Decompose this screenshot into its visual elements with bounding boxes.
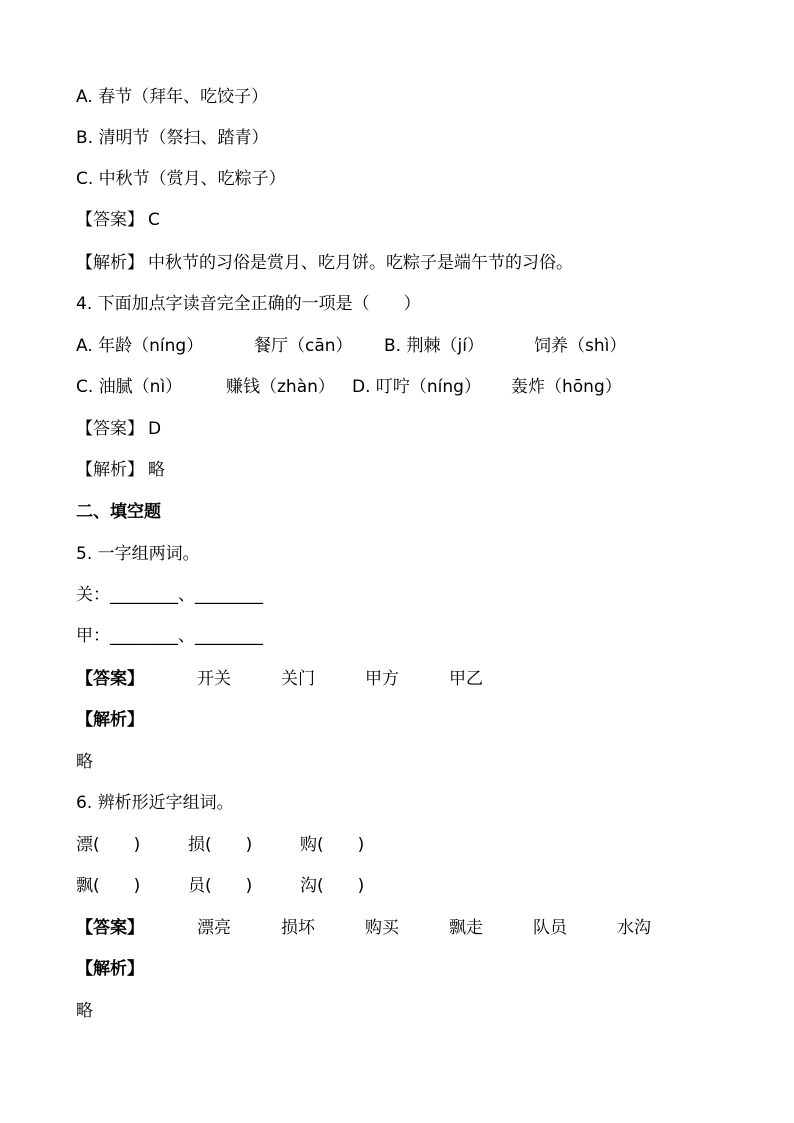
q5-question: 5. 一字组两词。 <box>76 544 200 564</box>
q6-blank: 漂( ) <box>76 835 141 855</box>
q6-blank: 飘( ) <box>76 876 141 896</box>
q5-blank-line-1: 关：________、________ <box>76 585 263 605</box>
q4-options-row1 <box>76 333 627 359</box>
option-b: B. 清明节（祭扫、踏青） <box>76 128 269 148</box>
q4-analysis <box>76 457 165 483</box>
q6-question: 6. 辨析形近字组词。 <box>76 793 234 813</box>
q5-analysis-label: 【解析】 <box>76 710 144 730</box>
answer-word: 关门 <box>281 669 315 689</box>
section-title: 二、填空题 <box>76 502 161 522</box>
q6-answer <box>76 915 651 941</box>
q5-answer <box>76 666 483 692</box>
q6-blank: 员( ) <box>188 876 253 896</box>
q5-analysis-text: 略 <box>76 752 93 772</box>
analysis-label: 【解析】 <box>76 460 144 480</box>
q3-answer <box>76 207 160 233</box>
option-c: C. 中秋节（赏月、吃粽子） <box>76 169 286 189</box>
answer-label: 【答案】 <box>76 669 144 689</box>
q6-analysis-label: 【解析】 <box>76 959 144 979</box>
answer-word: 飘走 <box>449 918 483 938</box>
answer-word: 漂亮 <box>197 918 231 938</box>
q6-blank: 沟( ) <box>300 876 365 896</box>
q4-option-d: D. 叮咛（níng） <box>352 377 481 397</box>
q6-blank: 损( ) <box>188 835 253 855</box>
answer-word: 队员 <box>533 918 567 938</box>
answer-value: C <box>148 210 160 230</box>
q6-blank: 购( ) <box>300 835 365 855</box>
answer-word: 甲乙 <box>449 669 483 689</box>
analysis-text: 略 <box>148 460 165 480</box>
answer-value: D <box>148 419 162 439</box>
q4-option-c: C. 油腻（nì） <box>76 377 183 397</box>
q6-row-2 <box>76 873 365 899</box>
answer-label: 【答案】 <box>76 918 144 938</box>
answer-label: 【答案】 <box>76 210 144 230</box>
analysis-label: 【解析】 <box>76 253 144 273</box>
answer-word: 损坏 <box>281 918 315 938</box>
q4-answer <box>76 416 162 442</box>
q4-question: 4. 下面加点字读音完全正确的一项是（ ） <box>76 294 421 314</box>
q4-option-d2: 轰炸（hōng） <box>511 377 622 397</box>
q4-option-b: B. 荆棘（jí） <box>384 336 484 356</box>
q4-option-c2: 赚钱（zhàn） <box>226 377 335 397</box>
q4-option-a: A. 年龄（níng） <box>76 336 204 356</box>
answer-word: 开关 <box>197 669 231 689</box>
analysis-text: 中秋节的习俗是赏月、吃月饼。吃粽子是端午节的习俗。 <box>148 253 573 273</box>
answer-word: 购买 <box>365 918 399 938</box>
q4-options-row2 <box>76 374 622 400</box>
q4-option-a2: 餐厅（cān） <box>254 336 353 356</box>
q6-row-1 <box>76 832 365 858</box>
answer-label: 【答案】 <box>76 419 144 439</box>
q4-option-b2: 饲养（shì） <box>534 336 627 356</box>
option-a: A. 春节（拜年、吃饺子） <box>76 87 269 107</box>
answer-word: 水沟 <box>617 918 651 938</box>
answer-word: 甲方 <box>365 669 399 689</box>
q5-blank-line-2: 甲：________、________ <box>76 626 263 646</box>
q3-analysis <box>76 250 573 276</box>
q6-analysis-text: 略 <box>76 1001 93 1021</box>
